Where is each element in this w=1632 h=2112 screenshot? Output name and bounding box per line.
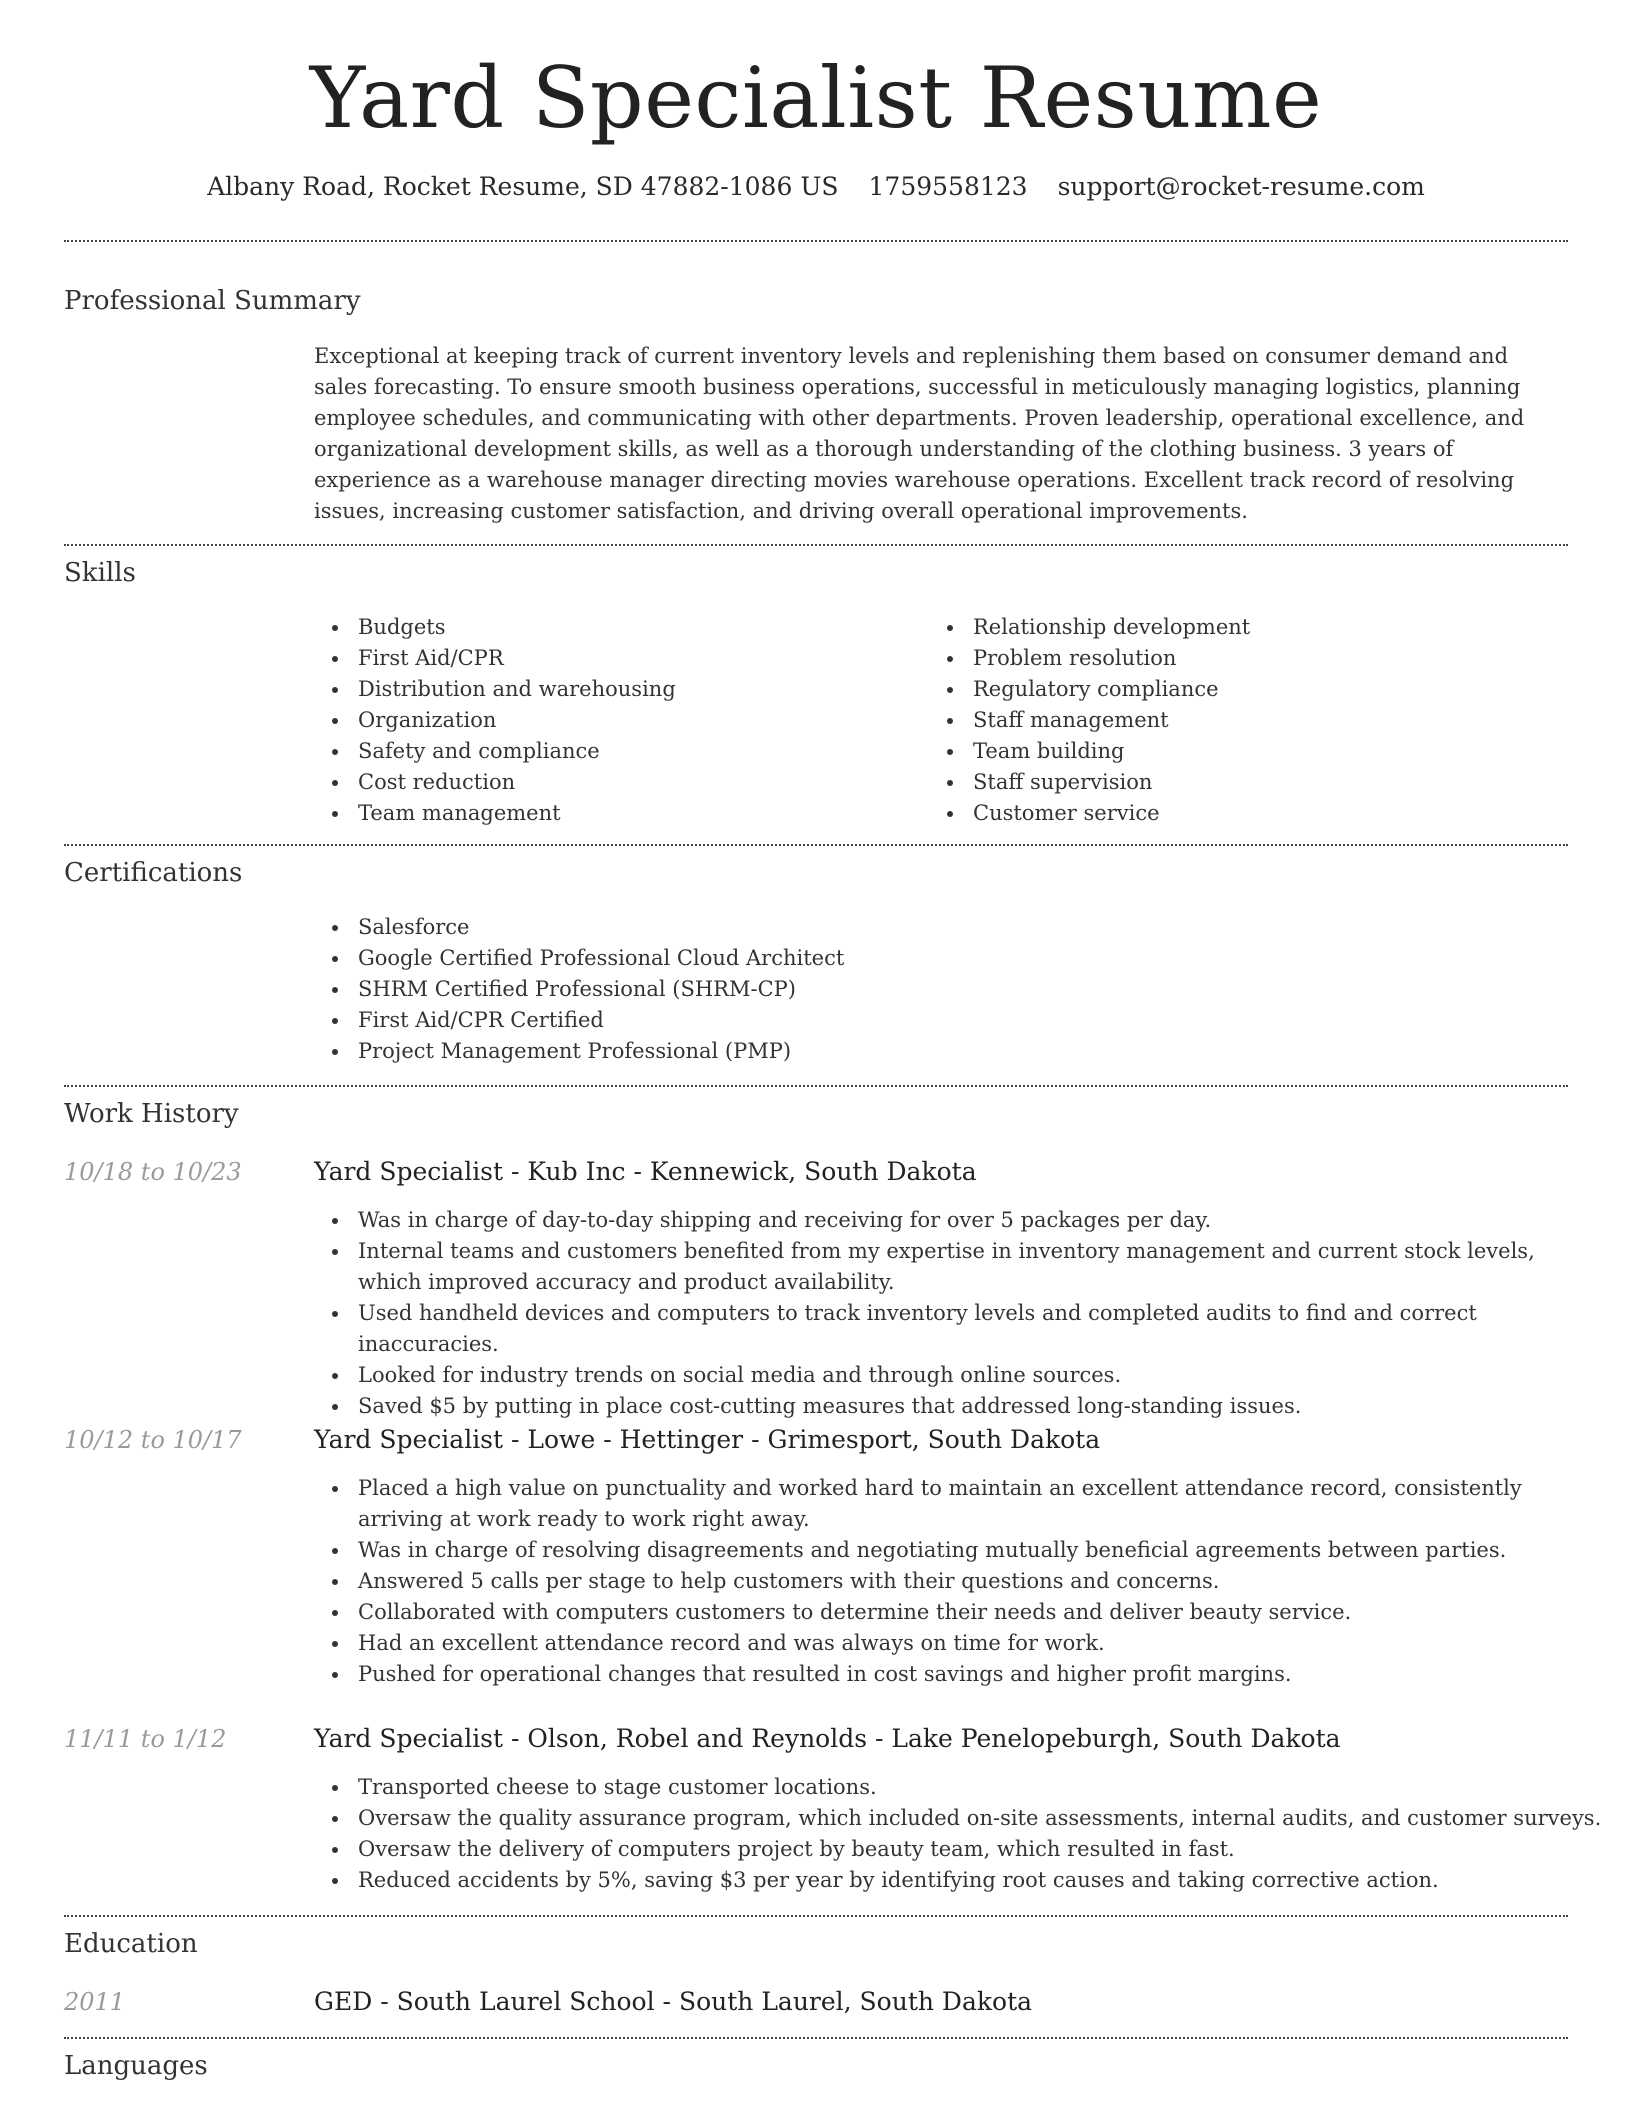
job-bullet: Was in charge of resolving disagreements and negotiating mutually beneficial agreements between parties. <box>358 1535 1603 1566</box>
job-title: Yard Specialist - Lowe - Hettinger - Grimesport, South Dakota <box>314 1425 1101 1454</box>
summary-heading: Professional Summary <box>64 286 361 316</box>
section-divider <box>64 1085 1568 1087</box>
contact-phone: 1759558123 <box>868 172 1028 201</box>
certifications-list <box>314 912 1558 1067</box>
skill-item: Team management <box>358 798 918 829</box>
certification-item: Salesforce <box>358 912 1558 943</box>
certification-item: Project Management Professional (PMP) <box>358 1036 1558 1067</box>
certification-item: SHRM Certified Professional (SHRM-CP) <box>358 974 1558 1005</box>
job-bullet: Pushed for operational changes that resulted in cost savings and higher profit margins. <box>358 1659 1603 1690</box>
certification-item: First Aid/CPR Certified <box>358 1005 1558 1036</box>
skill-item: Customer service <box>973 798 1573 829</box>
section-divider <box>64 844 1568 846</box>
contact-line <box>0 170 1632 204</box>
job-title: Yard Specialist - Kub Inc - Kennewick, South Dakota <box>314 1157 977 1186</box>
job-bullet: Answered 5 calls per stage to help customers with their questions and concerns. <box>358 1566 1603 1597</box>
job-bullet: Oversaw the delivery of computers project by beauty team, which resulted in fast. <box>358 1834 1603 1865</box>
skill-item: Relationship development <box>973 612 1573 643</box>
skill-item: Staff management <box>973 705 1573 736</box>
job-bullets <box>314 1772 1603 1896</box>
skill-item: Problem resolution <box>973 643 1573 674</box>
skill-item: Staff supervision <box>973 767 1573 798</box>
job-bullet: Internal teams and customers benefited from my expertise in inventory management and current stock levels, which improved accuracy and product availability. <box>358 1236 1603 1298</box>
certifications-heading: Certifications <box>64 858 243 888</box>
education-heading: Education <box>64 1929 198 1959</box>
certification-item: Google Certified Professional Cloud Architect <box>358 943 1558 974</box>
job-bullet: Saved $5 by putting in place cost-cutting measures that addressed long-standing issues. <box>358 1391 1603 1422</box>
section-divider <box>64 544 1568 546</box>
job-bullet: Oversaw the quality assurance program, which included on-site assessments, internal audits, and customer surveys. <box>358 1803 1603 1834</box>
skill-item: Budgets <box>358 612 918 643</box>
skill-item: First Aid/CPR <box>358 643 918 674</box>
job-bullet: Reduced accidents by 5%, saving $3 per year by identifying root causes and taking corrective action. <box>358 1865 1603 1896</box>
job-dates: 10/18 to 10/23 <box>64 1158 242 1186</box>
job-bullets <box>314 1205 1603 1422</box>
job-title: Yard Specialist - Olson, Robel and Reynolds - Lake Penelopeburgh, South Dakota <box>314 1724 1341 1753</box>
languages-heading: Languages <box>64 2051 208 2081</box>
education-year: 2011 <box>64 1988 126 2016</box>
skill-item: Team building <box>973 736 1573 767</box>
section-divider <box>64 1915 1568 1917</box>
summary-text: Exceptional at keeping track of current inventory levels and replenishing them based on consumer demand and sales forecasting. To ensure smooth business operations, successful in meticulously managing logistics, planning employee schedules, and communicating with other departments. Proven leadership, operational excellence, and organizational development skills, as well as a thorough understanding of the clothing business. 3 years of experience as a warehouse manager directing movies warehouse operations. Excellent track record of resolving issues, increasing customer satisfaction, and driving overall operational improvements. <box>314 344 1525 523</box>
job-dates: 10/12 to 10/17 <box>64 1426 242 1454</box>
job-dates: 11/11 to 1/12 <box>64 1725 227 1753</box>
job-bullet: Looked for industry trends on social media and through online sources. <box>358 1360 1603 1391</box>
skill-item: Safety and compliance <box>358 736 918 767</box>
contact-email: support@rocket-resume.com <box>1057 172 1425 201</box>
education-entry: GED - South Laurel School - South Laurel, South Dakota <box>314 1987 1033 2016</box>
section-divider <box>64 2037 1568 2039</box>
job-bullet: Collaborated with computers customers to determine their needs and deliver beauty service. <box>358 1597 1603 1628</box>
skill-item: Cost reduction <box>358 767 918 798</box>
skill-item: Regulatory compliance <box>973 674 1573 705</box>
job-bullet: Had an excellent attendance record and was always on time for work. <box>358 1628 1603 1659</box>
job-bullet: Used handheld devices and computers to track inventory levels and completed audits to find and correct inaccuracies. <box>358 1298 1603 1360</box>
section-divider <box>64 240 1568 242</box>
job-bullet: Placed a high value on punctuality and worked hard to maintain an excellent attendance record, consistently arriving at work ready to work right away. <box>358 1473 1603 1535</box>
skills-list-left <box>314 612 918 829</box>
job-bullets <box>314 1473 1603 1690</box>
skills-heading: Skills <box>64 558 136 588</box>
job-bullet: Transported cheese to stage customer locations. <box>358 1772 1603 1803</box>
skill-item: Organization <box>358 705 918 736</box>
contact-address: Albany Road, Rocket Resume, SD 47882-1086 US <box>207 172 839 201</box>
skill-item: Distribution and warehousing <box>358 674 918 705</box>
job-bullet: Was in charge of day-to-day shipping and receiving for over 5 packages per day. <box>358 1205 1603 1236</box>
work-history-heading: Work History <box>64 1099 239 1129</box>
skills-list-right <box>929 612 1573 829</box>
resume-title: Yard Specialist Resume <box>309 49 1323 147</box>
